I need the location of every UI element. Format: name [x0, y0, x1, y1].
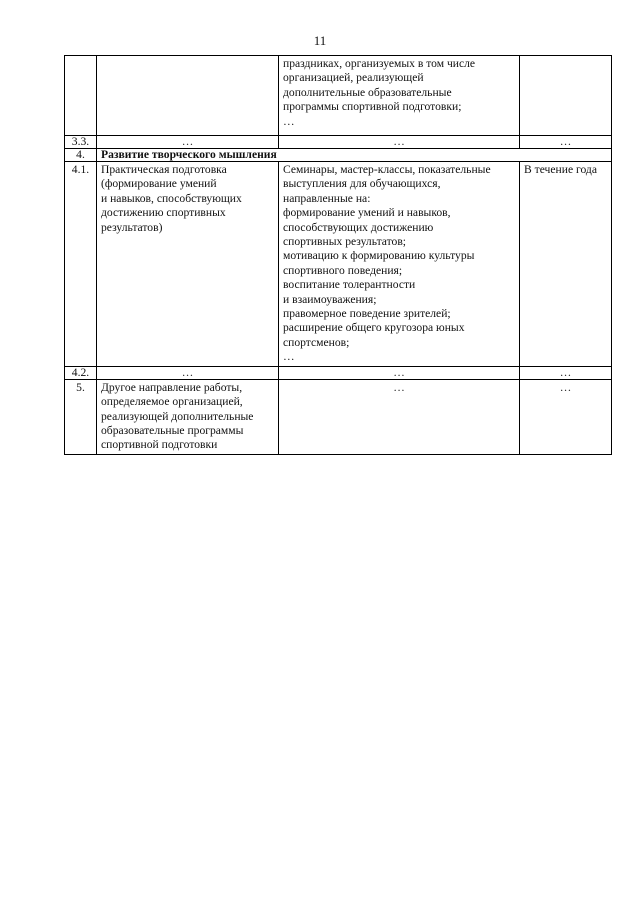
row-number — [65, 56, 97, 136]
row-number: 4.1. — [65, 162, 97, 367]
events-cell: Семинары, мастер-классы, показательные выступления для обучающихся, направленные на: формирование умений и навыков, способствующих достижению спортивных результатов; мотивацию к формированию культуры спортивного поведения; воспитание толерантности и взаимоуважения; правомерное поведение зрителей; расширение общего кругозора юных спортсменов; … — [279, 162, 520, 367]
events-cell: … — [279, 379, 520, 454]
table-row — [65, 162, 612, 367]
terms-cell: … — [520, 379, 612, 454]
row-number: 5. — [65, 379, 97, 454]
events-cell: … — [279, 366, 520, 379]
direction-cell: Практическая подготовка (формирование умений и навыков, способствующих достижению спортивных результатов) — [97, 162, 279, 367]
direction-cell — [97, 56, 279, 136]
events-cell: … — [279, 136, 520, 149]
table-row — [65, 366, 612, 379]
row-number: 3.3. — [65, 136, 97, 149]
terms-cell — [520, 56, 612, 136]
row-number: 4.2. — [65, 366, 97, 379]
section-row — [65, 149, 612, 162]
table-row — [65, 379, 612, 454]
direction-cell: … — [97, 136, 279, 149]
plan-table — [64, 55, 612, 455]
events-cell: праздниках, организуемых в том числе организацией, реализующей дополнительные образовательные программы спортивной подготовки; … — [279, 56, 520, 136]
section-title: Развитие творческого мышления — [97, 149, 612, 162]
terms-cell: … — [520, 366, 612, 379]
table-row — [65, 56, 612, 136]
table-row — [65, 136, 612, 149]
direction-cell: … — [97, 366, 279, 379]
direction-cell: Другое направление работы, определяемое организацией, реализующей дополнительные образовательные программы спортивной подготовки — [97, 379, 279, 454]
page-number: 11 — [313, 33, 327, 48]
terms-cell: В течение года — [520, 162, 612, 367]
row-number: 4. — [65, 149, 97, 162]
terms-cell: … — [520, 136, 612, 149]
